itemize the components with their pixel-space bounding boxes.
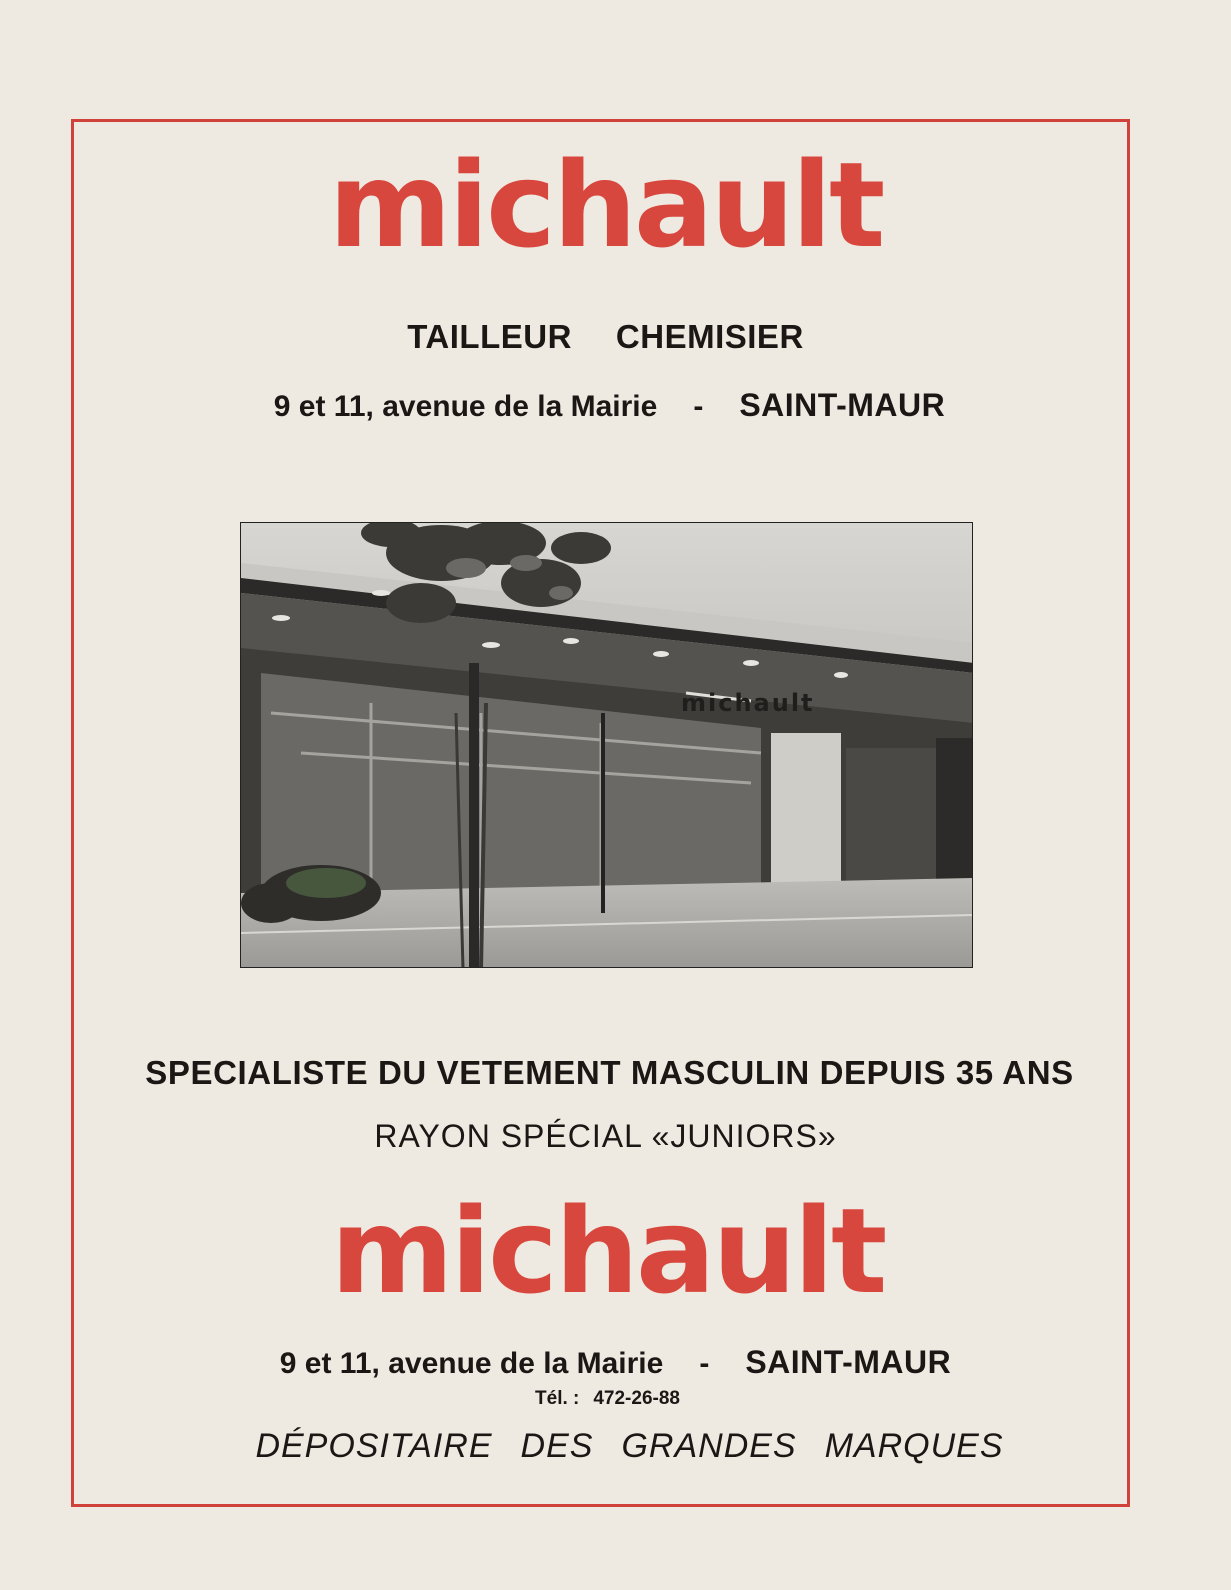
profession-tailleur: TAILLEUR bbox=[407, 318, 572, 355]
address-street: 9 et 11, avenue de la Mairie bbox=[273, 390, 658, 423]
address-separator: - bbox=[699, 1347, 710, 1380]
phone-number: 472-26-88 bbox=[593, 1388, 680, 1409]
brand-logo-bottom: michault bbox=[330, 1182, 885, 1320]
phone-line bbox=[0, 1388, 1223, 1410]
depositaire-word-1: DÉPOSITAIRE bbox=[255, 1427, 493, 1465]
address-separator: - bbox=[693, 390, 704, 423]
depositaire-word-4: MARQUES bbox=[824, 1427, 1004, 1465]
depositaire-word-2: DES bbox=[520, 1427, 594, 1465]
address-top bbox=[0, 387, 1225, 424]
depositaire-line bbox=[14, 1427, 1231, 1466]
tree-trunk bbox=[469, 663, 479, 968]
storefront-photo bbox=[240, 522, 973, 968]
address-city: SAINT-MAUR bbox=[745, 1344, 952, 1380]
phone-label: Tél. : bbox=[535, 1388, 580, 1409]
address-bottom bbox=[0, 1344, 1231, 1381]
juniors-department: RAYON SPÉCIAL «JUNIORS» bbox=[374, 1118, 837, 1154]
address-city: SAINT-MAUR bbox=[739, 387, 946, 423]
address-street: 9 et 11, avenue de la Mairie bbox=[279, 1347, 664, 1380]
storefront-sign: michault bbox=[681, 689, 815, 717]
depositaire-word-3: GRANDES bbox=[621, 1427, 797, 1465]
specialist-tagline: SPECIALISTE DU VETEMENT MASCULIN DEPUIS 35 ANS bbox=[145, 1054, 1074, 1091]
profession-line bbox=[0, 318, 1221, 356]
profession-chemisier: CHEMISIER bbox=[615, 318, 804, 355]
brand-logo-top: michault bbox=[328, 136, 883, 274]
